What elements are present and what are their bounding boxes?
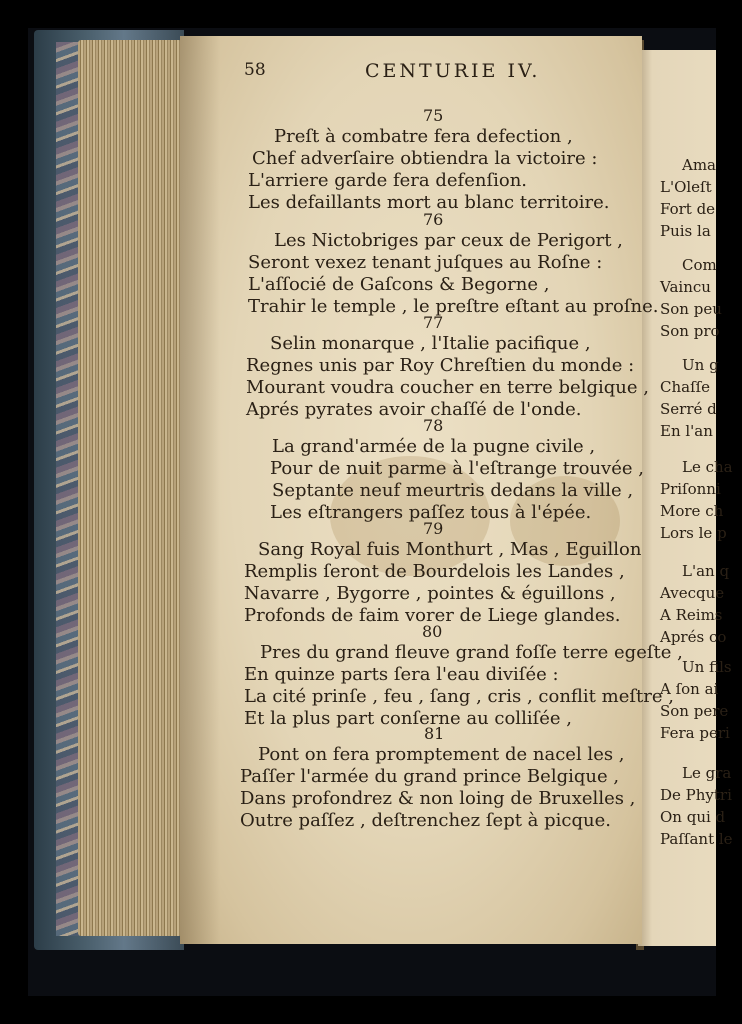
verse-line: Regnes unis par Roy Chreſtien du monde : xyxy=(246,355,635,376)
facing-page-line: Paſſant le xyxy=(660,830,733,848)
facing-page-line: Le cha xyxy=(682,458,733,476)
quatrain-number: 80 xyxy=(422,622,443,641)
quatrain-number: 81 xyxy=(424,724,445,743)
quatrain-number: 77 xyxy=(423,313,444,332)
facing-page-line: Lors le p xyxy=(660,524,727,542)
facing-page-line: Fera peri xyxy=(660,724,730,742)
verse-line: Pres du grand fleuve grand foſſe terre egeſte , xyxy=(260,642,683,663)
page-shadow xyxy=(180,36,220,944)
facing-page-line: En l'an xyxy=(660,422,713,440)
facing-page-line: Le gra xyxy=(682,764,732,782)
facing-page-line: Serré d xyxy=(660,400,717,418)
quatrain-number: 75 xyxy=(423,106,444,125)
verse-line: Et la plus part conſerne au colliſée , xyxy=(244,708,572,729)
facing-page-line: Ama xyxy=(682,156,716,174)
verse-line: Paſſer l'armée du grand prince Belgique , xyxy=(240,766,620,787)
facing-page-line: De Phytri xyxy=(660,786,732,804)
verse-line: Pont on fera promptement de nacel les , xyxy=(258,744,625,765)
facing-page-line: L'an q xyxy=(682,562,730,580)
verse-line: Navarre , Bygorre , pointes & éguillons , xyxy=(244,583,616,604)
verse-line: La cité prinſe , feu , ſang , cris , conflit meſtre , xyxy=(244,686,674,707)
facing-page-line: Son pere xyxy=(660,702,729,720)
verse-line: Seront vexez tenant juſques au Roſne : xyxy=(248,252,603,273)
facing-page-line: L'Oleſt xyxy=(660,178,712,196)
verse-line: Les Nictobriges par ceux de Perigort , xyxy=(274,230,623,251)
verse-line: Selin monarque , l'Italie pacifique , xyxy=(270,333,591,354)
facing-page-line: More ch xyxy=(660,502,724,520)
facing-page-line: Son pro xyxy=(660,322,720,340)
page-block-edge xyxy=(78,40,182,936)
facing-page-line: A Reims xyxy=(660,606,723,624)
verse-line: Outre paſſez , deſtrenchez ſept à picque. xyxy=(240,810,611,831)
verse-line: En quinze parts ſera l'eau diviſée : xyxy=(244,664,559,685)
verse-line: Remplis ſeront de Bourdelois les Landes , xyxy=(244,561,625,582)
facing-page-line: Chaſſe xyxy=(660,378,711,396)
facing-page xyxy=(638,50,733,946)
verse-line: Pour de nuit parme à l'eſtrange trouvée , xyxy=(270,458,644,479)
facing-page-line: On qui d xyxy=(660,808,726,826)
facing-page-line: Puis la xyxy=(660,222,711,240)
verse-line: La grand'armée de la pugne civile , xyxy=(272,436,596,457)
facing-page-line: Com xyxy=(682,256,717,274)
facing-page-line: Aprés co xyxy=(660,628,727,646)
page-number: 58 xyxy=(244,60,266,80)
verse-line: Les eſtrangers paſſez tous à l'épée. xyxy=(270,502,592,523)
facing-page-line: Son peu xyxy=(660,300,722,318)
verse-line: Sang Royal fuis Monthurt , Mas , Eguillon xyxy=(258,539,642,560)
facing-page-line: Un g xyxy=(682,356,719,374)
verse-line: Profonds de faim vorer de Liege glandes. xyxy=(244,605,621,626)
facing-page-line: Fort de xyxy=(660,200,716,218)
facing-page-line: Priſonni xyxy=(660,480,721,498)
verse-line: Chef adverſaire obtiendra la victoire : xyxy=(252,148,598,169)
verse-line: Preſt à combatre fera defection , xyxy=(274,126,573,147)
verse-line: L'arriere garde fera defenſion. xyxy=(248,170,528,191)
verse-line: L'aſſocié de Gaſcons & Begorne , xyxy=(248,274,550,295)
facing-page-line: Avecque xyxy=(660,584,725,602)
verse-line: Septante neuf meurtris dedans la ville , xyxy=(272,480,634,501)
facing-page-line: Vaincu xyxy=(660,278,711,296)
quatrain-number: 78 xyxy=(423,416,444,435)
running-title: CENTURIE IV. xyxy=(365,60,541,82)
verse-line: Aprés pyrates avoir chaſſé de l'onde. xyxy=(246,399,582,420)
facing-page-line: Un fils xyxy=(682,658,732,676)
verse-line: Les defaillants mort au blanc territoire. xyxy=(248,192,610,213)
verse-line: Mourant voudra coucher en terre belgique , xyxy=(246,377,649,398)
quatrain-number: 76 xyxy=(423,210,444,229)
quatrain-number: 79 xyxy=(423,519,444,538)
verse-line: Dans profondrez & non loing de Bruxelles , xyxy=(240,788,636,809)
facing-page-line: A ſon ai xyxy=(660,680,719,698)
verse-line: Trahir le temple , le preſtre eſtant au proſne. xyxy=(248,296,659,317)
